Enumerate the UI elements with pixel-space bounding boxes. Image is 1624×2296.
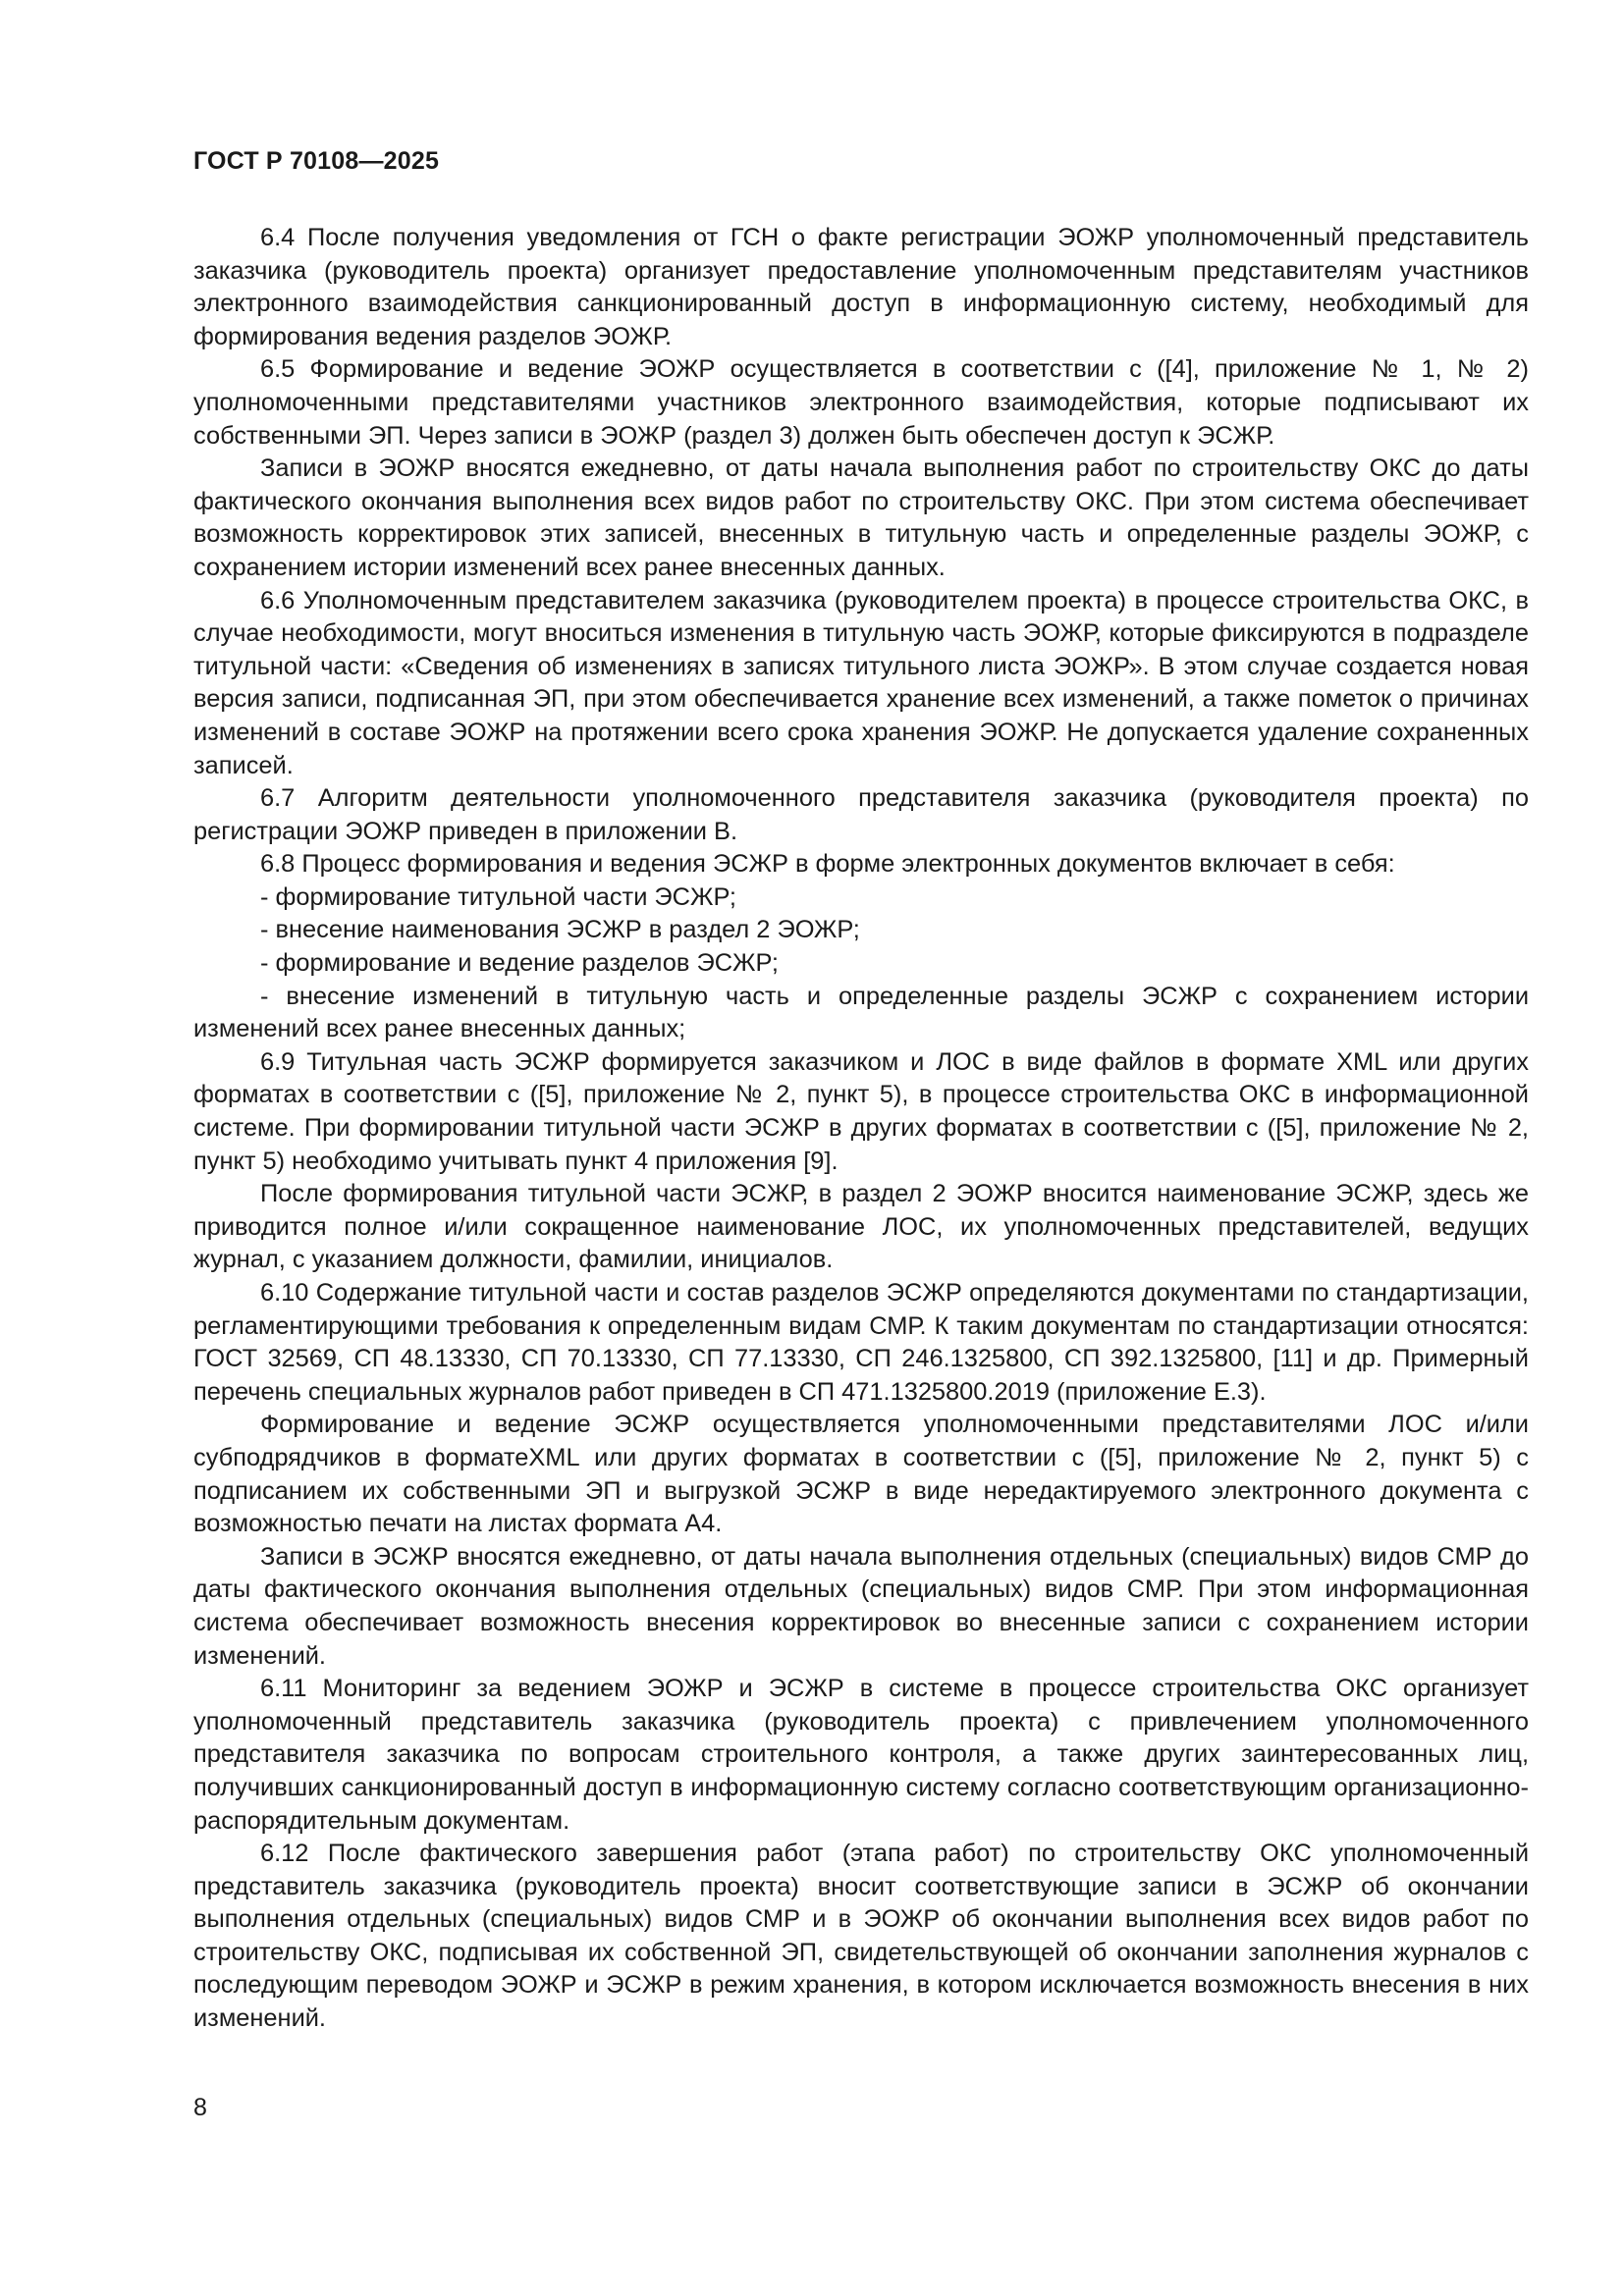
paragraph-6-7: 6.7 Алгоритм деятельности уполномоченного представителя заказчика (руководителя проекта) по регистрации ЭОЖР приведен в приложении В. [193, 784, 1529, 845]
paragraph-6-5: 6.5 Формирование и ведение ЭОЖР осуществляется в соответствии с ([4], приложение № 1, № 2) уполномоченными представителями участников электронного взаимодействия, которые подписывают их собственными ЭП. Через записи в ЭОЖР (раздел 3) должен быть обеспечен доступ к ЭСЖР. [193, 355, 1529, 450]
list-item: - формирование титульной части ЭСЖР; [260, 882, 736, 911]
standard-id-header: ГОСТ Р 70108—2025 [193, 147, 440, 175]
paragraph-eszhr-records: Записи в ЭСЖР вносятся ежедневно, от даты начала выполнения отдельных (специальных) видов СМР до даты фактического окончания выполнения отдельных (специальных) видов СМР. При этом информационная система обеспечивает возможность внесения корректировок во внесенные записи с сохранением истории изменений. [193, 1542, 1529, 1670]
paragraph-6-10: 6.10 Содержание титульной части и состав разделов ЭСЖР определяются документами по стандартизации, регламентирующими требования к определенным видам СМР. К таким документам по стандартизации относятся: ГОСТ 32569, СП 48.13330, СП 70.13330, СП 77.13330, СП 246.1325800, СП 392.1325800, [11] и др. Примерный перечень специальных журналов работ приведен в СП 471.1325800.2019 (приложение Е.3). [193, 1279, 1529, 1406]
document-body [193, 222, 1529, 2036]
paragraph-eozhr-records: Записи в ЭОЖР вносятся ежедневно, от даты начала выполнения работ по строительству ОКС до даты фактического окончания выполнения всех видов работ по строительству ОКС. При этом система обеспечивает возможность корректировок этих записей, внесенных в титульную часть и определенные разделы ЭОЖР, с сохранением истории изменений всех ранее внесенных данных. [193, 454, 1529, 581]
list-item: - внесение изменений в титульную часть и определенные разделы ЭСЖР с сохранением истории изменений всех ранее внесенных данных; [193, 982, 1529, 1043]
paragraph-6-9: 6.9 Титульная часть ЭСЖР формируется заказчиком и ЛОС в виде файлов в формате XML или других форматах в соответствии с ([5], приложение № 2, пункт 5), в процессе строительства ОКС в информационной системе. При формировании титульной части ЭСЖР в других форматах в соответствии с ([5], приложение № 2, пункт 5) необходимо учитывать пункт 4 приложения [9]. [193, 1047, 1529, 1175]
paragraph-6-6: 6.6 Уполномоченным представителем заказчика (руководителем проекта) в процессе строительства ОКС, в случае необходимости, могут вноситься изменения в титульную часть ЭОЖР, которые фиксируются в подразделе титульной части: «Сведения об изменениях в записях титульного листа ЭОЖР». В этом случае создается новая версия записи, подписанная ЭП, при этом обеспечивается хранение всех изменений, а также пометок о причинах изменений в составе ЭОЖР на протяжении всего срока хранения ЭОЖР. Не допускается удаление сохраненных записей. [193, 586, 1529, 779]
paragraph-eszhr-title-naming: После формирования титульной части ЭСЖР, в раздел 2 ЭОЖР вносится наименование ЭСЖР, здесь же приводится полное и/или сокращенное наименование ЛОС, их уполномоченных представителей, ведущих журнал, с указанием должности, фамилии, инициалов. [193, 1180, 1529, 1274]
page-number: 8 [193, 2094, 207, 2121]
paragraph-6-11: 6.11 Мониторинг за ведением ЭОЖР и ЭСЖР в системе в процессе строительства ОКС организует уполномоченный представитель заказчика (руководитель проекта) с привлечением уполномоченного представителя заказчика по вопросам строительного контроля, а также других заинтересованных лиц, получивших санкционированный доступ в информационную систему согласно соответствующим организационно-распорядительным документам. [193, 1675, 1529, 1835]
paragraph-6-4: 6.4 После получения уведомления от ГСН о факте регистрации ЭОЖР уполномоченный представитель заказчика (руководитель проекта) организует предоставление уполномоченным представителям участников электронного взаимодействия санкционированный доступ в информационную систему, необходимый для формирования ведения разделов ЭОЖР. [193, 224, 1529, 350]
list-item: - формирование и ведение разделов ЭСЖР; [260, 949, 779, 978]
paragraph-eszhr-formation: Формирование и ведение ЭСЖР осуществляется уполномоченными представителями ЛОС и/или субподрядчиков в форматеXML или других форматах в соответствии с ([5], приложение № 2, пункт 5) с подписанием их собственными ЭП и выгрузкой ЭСЖР в виде нередактируемого электронного документа с возможностью печати на листах формата А4. [193, 1411, 1529, 1538]
list-item: - внесение наименования ЭСЖР в раздел 2 ЭОЖР; [260, 916, 860, 944]
paragraph-6-8: 6.8 Процесс формирования и ведения ЭСЖР в форме электронных документов включает в себя: [260, 850, 1395, 879]
paragraph-6-12: 6.12 После фактического завершения работ (этапа работ) по строительству ОКС уполномоченный представитель заказчика (руководитель проекта) вносит соответствующие записи в ЭСЖР об окончании выполнения отдельных (специальных) видов СМР и в ЭОЖР об окончании выполнения всех видов работ по строительству ОКС, подписывая их собственной ЭП, свидетельствующей об окончании заполнения журналов с последующим переводом ЭОЖР и ЭСЖР в режим хранения, в котором исключается возможность внесения в них изменений. [193, 1840, 1529, 2033]
